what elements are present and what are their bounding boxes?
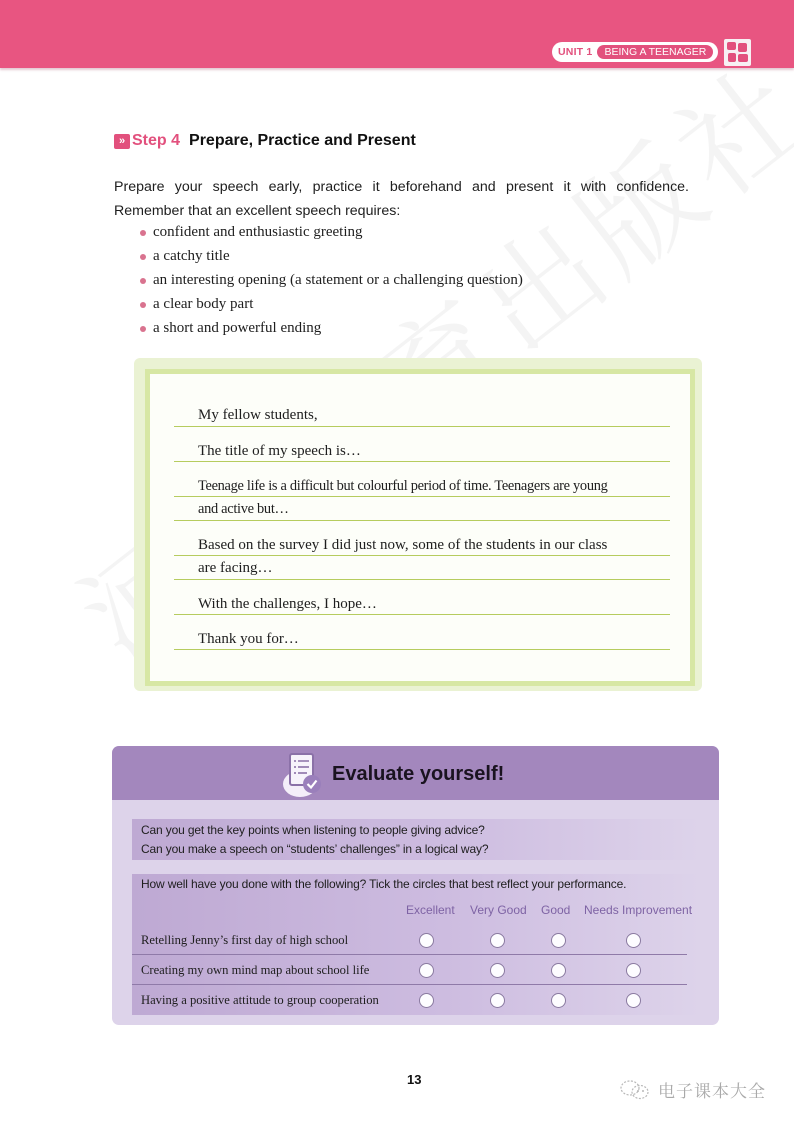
intro-line-1: Prepare your speech early, practice it beforehand and present it with confidence. [114, 179, 689, 195]
rating-prompt: How well have you done with the following? Tick the circles that best reflect your performance. [141, 877, 627, 891]
requirements-list [140, 220, 523, 340]
row-label: Creating my own mind map about school life [141, 963, 370, 977]
radio-very-good[interactable] [490, 933, 505, 948]
question-2: Can you make a speech on “students’ challenges” in a logical way? [141, 842, 489, 856]
wechat-icon [618, 1078, 652, 1102]
speech-template-box [134, 358, 702, 691]
channel-name: 电子课本大全 [658, 1082, 766, 1102]
speech-line: Based on the survey I did just now, some of the students in our class [174, 521, 670, 556]
radio-needs-improvement[interactable] [626, 993, 641, 1008]
step-number: Step 4 [132, 132, 181, 149]
step-title: Prepare, Practice and Present [189, 132, 416, 149]
bullet-icon [140, 230, 146, 236]
list-item-text: a clear body part [153, 296, 254, 312]
intro-paragraph [114, 175, 689, 223]
list-item [140, 292, 523, 316]
column-header-excellent: Excellent [406, 903, 455, 917]
performance-rating-table [132, 874, 700, 1015]
radio-good[interactable] [551, 993, 566, 1008]
list-item [140, 244, 523, 268]
column-header-very-good: Very Good [470, 903, 527, 917]
page-header-bar [0, 0, 794, 68]
unit-title: BEING A TEENAGER [597, 45, 713, 59]
checklist-icon [280, 751, 330, 799]
bullet-icon [140, 254, 146, 260]
speech-line: and active but… [174, 497, 670, 521]
speech-line: With the challenges, I hope… [174, 580, 670, 615]
column-header-good: Good [541, 903, 571, 917]
row-label: Retelling Jenny’s first day of high school [141, 933, 349, 947]
list-item [140, 316, 523, 340]
evaluate-yourself-panel [112, 746, 719, 1025]
list-item [140, 220, 523, 244]
radio-needs-improvement[interactable] [626, 933, 641, 948]
radio-excellent[interactable] [419, 933, 434, 948]
intro-line-2: Remember that an excellent speech requires: [114, 203, 401, 219]
double-chevron-right-icon: » [114, 134, 130, 149]
radio-needs-improvement[interactable] [626, 963, 641, 978]
question-1: Can you get the key points when listening to people giving advice? [141, 823, 485, 837]
bullet-icon [140, 278, 146, 284]
channel-signature [618, 1077, 766, 1102]
radio-excellent[interactable] [419, 993, 434, 1008]
self-check-questions [132, 819, 700, 860]
unit-pill [552, 42, 718, 62]
unit-label: UNIT 1 [558, 46, 593, 58]
radio-very-good[interactable] [490, 993, 505, 1008]
list-item-text: a catchy title [153, 248, 230, 264]
radio-good[interactable] [551, 933, 566, 948]
bullet-icon [140, 302, 146, 308]
speech-line: My fellow students, [174, 400, 670, 427]
evaluate-title: Evaluate yourself! [332, 763, 505, 785]
speech-line: Teenage life is a difficult but colourful period of time. Teenagers are young [174, 462, 670, 497]
list-item-text: confident and enthusiastic greeting [153, 224, 363, 240]
table-row [132, 985, 687, 1014]
page-number: 13 [407, 1072, 422, 1087]
puzzle-icon [724, 39, 751, 66]
speech-template-lines [174, 400, 670, 650]
list-item-text: an interesting opening (a statement or a challenging question) [153, 272, 523, 288]
column-header-needs-improvement: Needs Improvement [584, 903, 693, 917]
list-item-text: a short and powerful ending [153, 320, 322, 336]
table-row [132, 955, 687, 985]
radio-very-good[interactable] [490, 963, 505, 978]
evaluate-header [112, 746, 719, 800]
row-label: Having a positive attitude to group cooperation [141, 993, 379, 1007]
list-item [140, 268, 523, 292]
speech-template-frame [145, 369, 695, 686]
bullet-icon [140, 326, 146, 332]
table-row [132, 925, 687, 955]
radio-excellent[interactable] [419, 963, 434, 978]
radio-good[interactable] [551, 963, 566, 978]
speech-line: are facing… [174, 556, 670, 580]
speech-line: The title of my speech is… [174, 427, 670, 462]
speech-line: Thank you for… [174, 615, 670, 650]
step-heading [114, 132, 416, 150]
